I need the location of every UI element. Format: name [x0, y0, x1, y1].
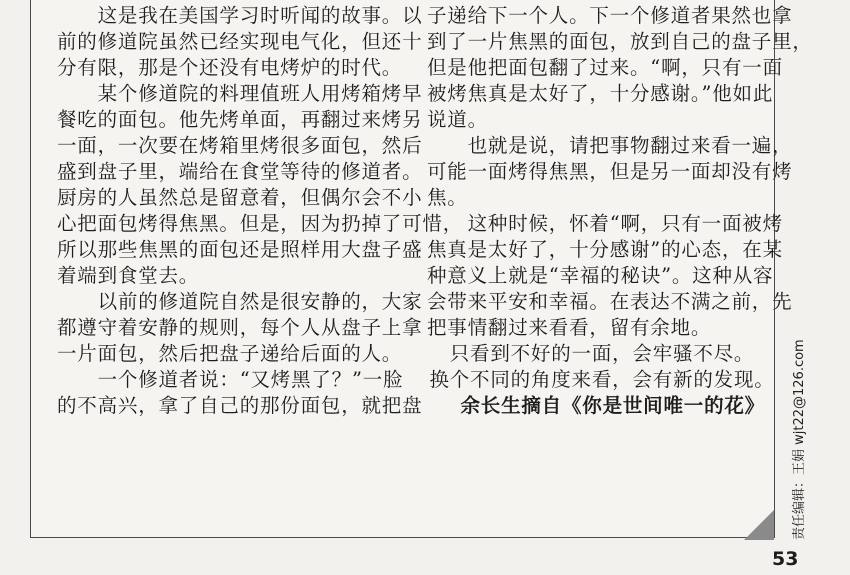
text-line: 换个不同的角度来看，会有新的发现。: [429, 368, 775, 391]
signature: 余长生摘自《你是世间唯一的花》: [460, 394, 765, 417]
text-line: 会带来平安和幸福。在表达不满之前，先: [427, 290, 793, 313]
text-line: 这是我在美国学习时听闻的故事。以: [57, 4, 423, 27]
right-column: [427, 3, 813, 419]
text-line: 某个修道院的料理值班人用烤箱烤早: [57, 82, 423, 105]
text-line: 着端到食堂去。: [57, 264, 200, 287]
text-line: 一个修道者说：“又烤黑了？”一脸: [57, 368, 404, 391]
text-line: 这种时候，怀着“啊，只有一面被烤: [427, 212, 783, 235]
text-line: 分有限，那是个还没有电烤炉的时代。: [57, 56, 403, 79]
text-line: 种意义上就是“幸福的秘诀”。这种从容: [427, 264, 774, 287]
text-line: 也就是说，请把事物翻过来看一遍，: [427, 134, 793, 157]
text-line: 被烤焦真是太好了，十分感谢。”他如此: [427, 82, 774, 105]
text-line: 可能一面烤得焦黑，但是另一面却没有烤: [427, 160, 793, 183]
text-line: 但是他把面包翻了过来。“啊，只有一面: [427, 56, 783, 79]
editor-credit: [788, 300, 818, 540]
text-line: 一面，一次要在烤箱里烤很多面包，然后: [57, 134, 423, 157]
text-line: 都遵守着安静的规则，每个人从盘子上拿: [57, 316, 423, 339]
editor-credit-text: 责任编辑：王娟 wjt22@126.com: [792, 339, 807, 540]
text-line: 心把面包烤得焦黑。但是，因为扔掉了可惜，: [57, 212, 464, 235]
text-line: 所以那些焦黑的面包还是照样用大盘子盛: [57, 238, 423, 261]
text-line: 把事情翻过来看看，留有余地。: [427, 316, 712, 339]
text-line: 子递给下一个人。下一个修道者果然也拿: [427, 4, 793, 27]
text-line: 前的修道院虽然已经实现电气化，但还十: [57, 30, 423, 53]
text-line: 的不高兴，拿了自己的那份面包，就把盘: [57, 394, 423, 417]
text-line: 到了一片焦黑的面包，放到自己的盘子里，: [427, 30, 813, 53]
text-line: 焦真是太好了，十分感谢”的心态，在某: [427, 238, 783, 261]
text-line: 盛到盘子里，端给在食堂等待的修道者。: [57, 160, 423, 183]
text-line: 一片面包，然后把盘子递给后面的人。: [57, 342, 403, 365]
text-line: 以前的修道院自然是很安静的，大家: [57, 290, 423, 313]
page-number: 53: [772, 548, 799, 570]
text-line: 说道。: [427, 108, 488, 131]
text-line: 只看到不好的一面，会牢骚不尽。: [449, 342, 755, 365]
text-line: 焦。: [427, 186, 468, 209]
corner-decoration: [744, 510, 774, 540]
text-line: 厨房的人虽然总是留意着，但偶尔会不小: [57, 186, 423, 209]
text-line: 餐吃的面包。他先烤单面，再翻过来烤另: [57, 108, 423, 131]
